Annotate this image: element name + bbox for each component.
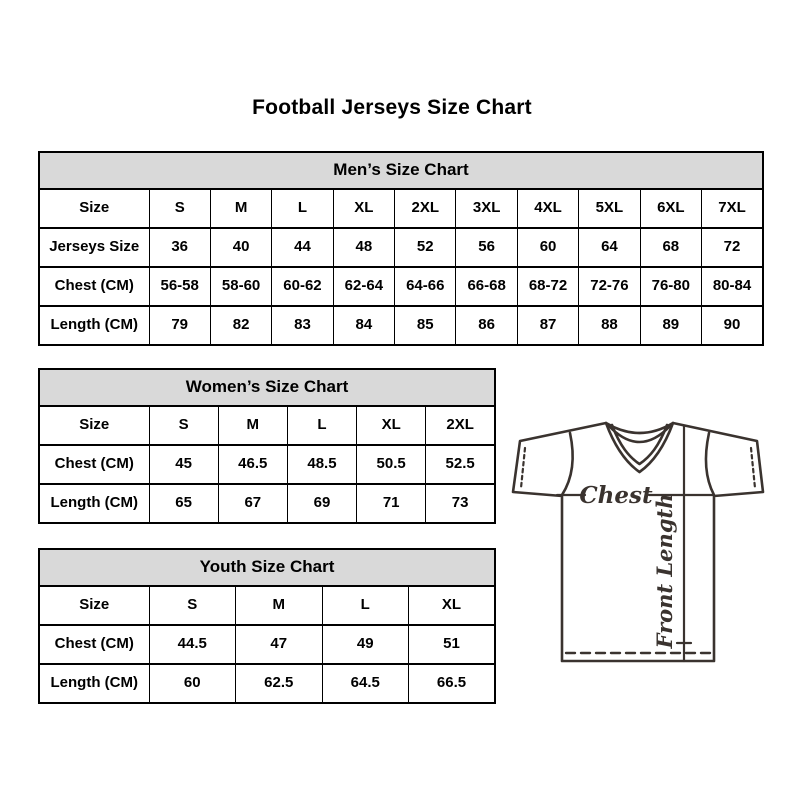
table-cell: XL — [333, 189, 394, 228]
table-cell: 68 — [640, 228, 701, 267]
table-row — [39, 228, 763, 267]
table-cell: 52 — [395, 228, 456, 267]
table-row — [39, 306, 763, 345]
table-cell: 44 — [272, 228, 333, 267]
mens-size-table — [38, 151, 764, 346]
table-cell: 56 — [456, 228, 517, 267]
row-label-chest: Chest (CM) — [39, 445, 149, 484]
table-cell: 44.5 — [149, 625, 236, 664]
table-cell: 58-60 — [210, 267, 271, 306]
table-cell: 64 — [579, 228, 640, 267]
table-cell: 72-76 — [579, 267, 640, 306]
table-cell: 2XL — [395, 189, 456, 228]
table-cell: 60 — [517, 228, 578, 267]
row-label-size: Size — [39, 189, 149, 228]
table-cell: 82 — [210, 306, 271, 345]
table-cell: 2XL — [426, 406, 495, 445]
table-cell: 5XL — [579, 189, 640, 228]
table-row — [39, 586, 495, 625]
table-row — [39, 152, 763, 189]
table-row — [39, 445, 495, 484]
table-cell: L — [287, 406, 356, 445]
table-cell: 87 — [517, 306, 578, 345]
row-label-length: Length (CM) — [39, 484, 149, 523]
table-cell: M — [218, 406, 287, 445]
table-row — [39, 664, 495, 703]
table-cell: 51 — [409, 625, 496, 664]
table-cell: 86 — [456, 306, 517, 345]
table-cell: 60-62 — [272, 267, 333, 306]
table-cell: S — [149, 406, 218, 445]
row-label-jerseys-size: Jerseys Size — [39, 228, 149, 267]
table-cell: 6XL — [640, 189, 701, 228]
row-label-size: Size — [39, 586, 149, 625]
chest-label: Chest — [579, 482, 653, 509]
table-cell: L — [322, 586, 409, 625]
table-cell: 49 — [322, 625, 409, 664]
table-cell: 36 — [149, 228, 210, 267]
jersey-outline — [513, 423, 763, 661]
table-cell: 64.5 — [322, 664, 409, 703]
table-cell: 83 — [272, 306, 333, 345]
table-row — [39, 549, 495, 586]
table-cell: 7XL — [702, 189, 763, 228]
front-length-label: Front Length — [652, 493, 677, 649]
table-cell: 60 — [149, 664, 236, 703]
youth-table-title: Youth Size Chart — [39, 549, 495, 586]
table-cell: 84 — [333, 306, 394, 345]
table-cell: 64-66 — [395, 267, 456, 306]
table-cell: 79 — [149, 306, 210, 345]
table-cell: 62.5 — [236, 664, 323, 703]
table-cell: 67 — [218, 484, 287, 523]
table-cell: 90 — [702, 306, 763, 345]
table-cell: 71 — [357, 484, 426, 523]
table-cell: 48.5 — [287, 445, 356, 484]
table-cell: 76-80 — [640, 267, 701, 306]
table-cell: 48 — [333, 228, 394, 267]
table-cell: 3XL — [456, 189, 517, 228]
row-label-length: Length (CM) — [39, 664, 149, 703]
table-cell: 72 — [702, 228, 763, 267]
youth-size-table — [38, 548, 496, 704]
table-cell: XL — [409, 586, 496, 625]
table-cell: 89 — [640, 306, 701, 345]
table-row — [39, 189, 763, 228]
table-cell: XL — [357, 406, 426, 445]
table-cell: 80-84 — [702, 267, 763, 306]
jersey-measurement-diagram — [500, 405, 775, 675]
table-row — [39, 625, 495, 664]
row-label-length: Length (CM) — [39, 306, 149, 345]
row-label-chest: Chest (CM) — [39, 267, 149, 306]
womens-table-title: Women’s Size Chart — [39, 369, 495, 406]
table-cell: 68-72 — [517, 267, 578, 306]
table-cell: 66-68 — [456, 267, 517, 306]
table-cell: 56-58 — [149, 267, 210, 306]
womens-size-table — [38, 368, 496, 524]
table-cell: 4XL — [517, 189, 578, 228]
table-row — [39, 267, 763, 306]
table-cell: M — [210, 189, 271, 228]
table-row — [39, 406, 495, 445]
table-cell: 73 — [426, 484, 495, 523]
page-title: Football Jerseys Size Chart — [252, 96, 532, 119]
row-label-chest: Chest (CM) — [39, 625, 149, 664]
table-cell: 85 — [395, 306, 456, 345]
table-cell: 66.5 — [409, 664, 496, 703]
table-row — [39, 484, 495, 523]
table-cell: 69 — [287, 484, 356, 523]
table-cell: 88 — [579, 306, 640, 345]
row-label-size: Size — [39, 406, 149, 445]
table-cell: M — [236, 586, 323, 625]
table-cell: 65 — [149, 484, 218, 523]
table-cell: 47 — [236, 625, 323, 664]
table-cell: L — [272, 189, 333, 228]
table-cell: S — [149, 189, 210, 228]
mens-table-title: Men’s Size Chart — [39, 152, 763, 189]
table-cell: S — [149, 586, 236, 625]
table-cell: 45 — [149, 445, 218, 484]
table-cell: 46.5 — [218, 445, 287, 484]
table-cell: 50.5 — [357, 445, 426, 484]
table-cell: 52.5 — [426, 445, 495, 484]
table-cell: 62-64 — [333, 267, 394, 306]
table-cell: 40 — [210, 228, 271, 267]
table-row — [39, 369, 495, 406]
